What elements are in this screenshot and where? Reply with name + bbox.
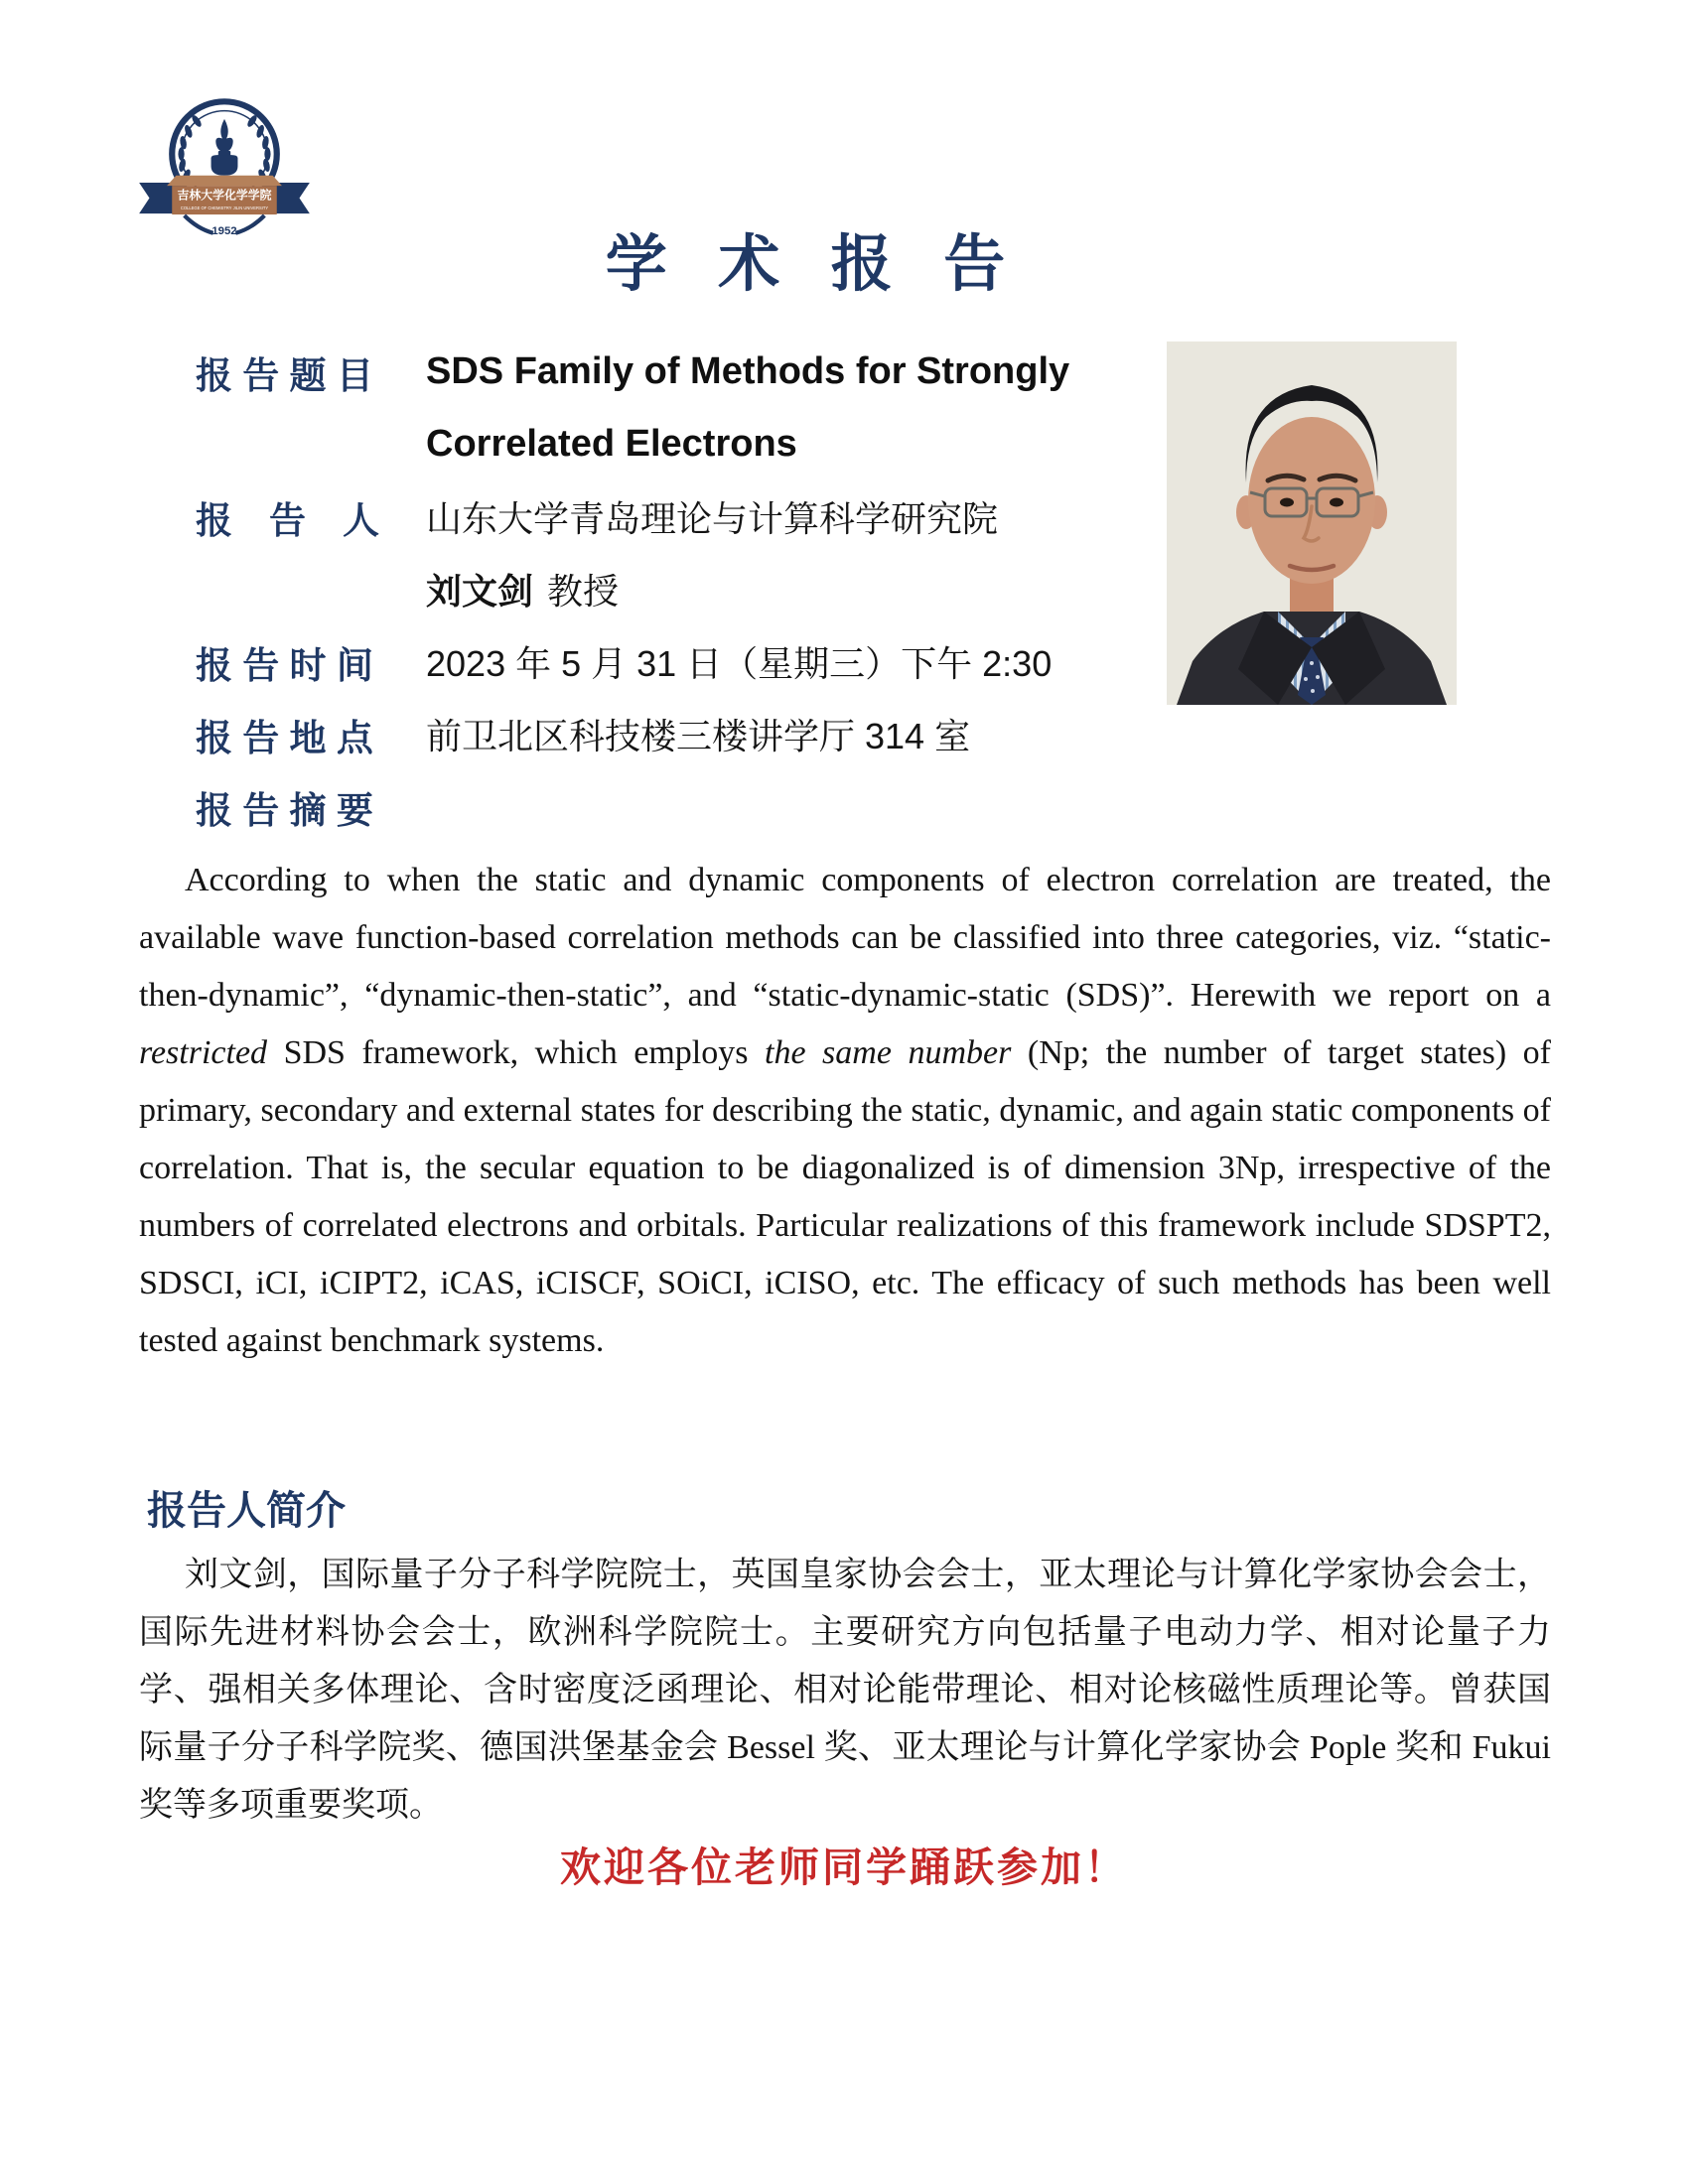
info-row-title-2 <box>196 408 1189 480</box>
abstract-text-mid: SDS framework, which employs <box>267 1034 765 1071</box>
seminar-title-line1: SDS Family of Methods for Strongly <box>426 350 1070 392</box>
logo-table-top <box>167 176 282 186</box>
abstract-text-intro: According to when the static and dynamic components of electron correlation are treated, the available wave function-based correlation methods can be classified into three categories, viz. “static-then-dynamic”, “dynamic-then-static”, and “static-dynamic-static (SDS)”. Herewith we report on a <box>139 862 1551 1014</box>
seminar-title-line2: Correlated Electrons <box>426 423 797 465</box>
speaker-photo <box>1167 341 1457 705</box>
title-label: 报 告 题 目 <box>196 354 373 396</box>
abstract-text-rest: (Np; the number of target states) of primary, secondary and external states for describing the static, dynamic, and again static components of correlation. That is, the secular equation to be diagonalized is of dimension 3Np, irrespective of the numbers of correlated electrons and orbitals. Particular realizations of this framework include SDSPT2, SDSCI, iCI, iCIPT2, iCAS, iCISCF, SOiCI, iCISO, etc. The efficacy of such methods has been well tested against benchmark systems. <box>139 1034 1552 1359</box>
abstract-heading: 报 告 摘 要 <box>196 789 373 831</box>
info-row-speaker <box>196 480 1189 553</box>
closing-welcome-line: 欢迎各位老师同学踊跃参加！ <box>560 1844 1128 1890</box>
abstract-paragraph <box>139 852 1551 1370</box>
photo-face <box>1248 417 1375 584</box>
seminar-info <box>196 336 1189 843</box>
abstract-text-restricted: restricted <box>139 1034 268 1071</box>
time-label: 报 告 时 间 <box>196 644 373 686</box>
info-row-title-1 <box>196 336 1189 408</box>
bio-paragraph: 刘文剑，国际量子分子科学院院士，英国皇家协会会士，亚太理论与计算化学家协会会士，国际先进材料协会会士，欧洲科学院院士。主要研究方向包括量子电动力学、相对论量子力学、强相关多体理论、含时密度泛函理论、相对论能带理论、相对论核磁性质理论等。曾获国际量子分子科学院奖、德国洪堡基金会 Bessel 奖、亚太理论与计算化学家协会 Pople 奖和 Fukui 奖等多项重要奖项。 <box>139 1557 1551 1824</box>
abstract-text-same-number: the same number <box>765 1034 1012 1071</box>
venue-value: 前卫北区科技楼三楼讲学厅 314 室 <box>426 716 971 756</box>
info-row-time <box>196 625 1189 698</box>
info-row-venue <box>196 698 1189 770</box>
speaker-title: 教授 <box>547 571 620 612</box>
time-value: 2023 年 5 月 31 日（星期三）下午 2:30 <box>426 643 1053 684</box>
info-row-speaker-name <box>196 553 1189 625</box>
speaker-affiliation: 山东大学青岛理论与计算科学研究院 <box>426 498 999 539</box>
bio-heading: 报告人简介 <box>147 1489 346 1533</box>
logo-banner-text: 吉林大学化学学院 <box>177 188 272 203</box>
info-row-abstract-heading <box>196 770 1189 843</box>
speaker-name: 刘文剑 <box>426 571 534 612</box>
logo-english-text: COLLEGE OF CHEMISTRY JILIN UNIVERSITY <box>180 205 269 210</box>
page-title: 学 术 报 告 <box>605 231 1024 299</box>
logo-year-text: 1952 <box>211 224 237 237</box>
speaker-label: 报 告 人 <box>196 499 379 541</box>
photo-eye-right <box>1330 498 1343 507</box>
photo-eye-left <box>1280 498 1294 507</box>
venue-label: 报 告 地 点 <box>196 717 373 758</box>
